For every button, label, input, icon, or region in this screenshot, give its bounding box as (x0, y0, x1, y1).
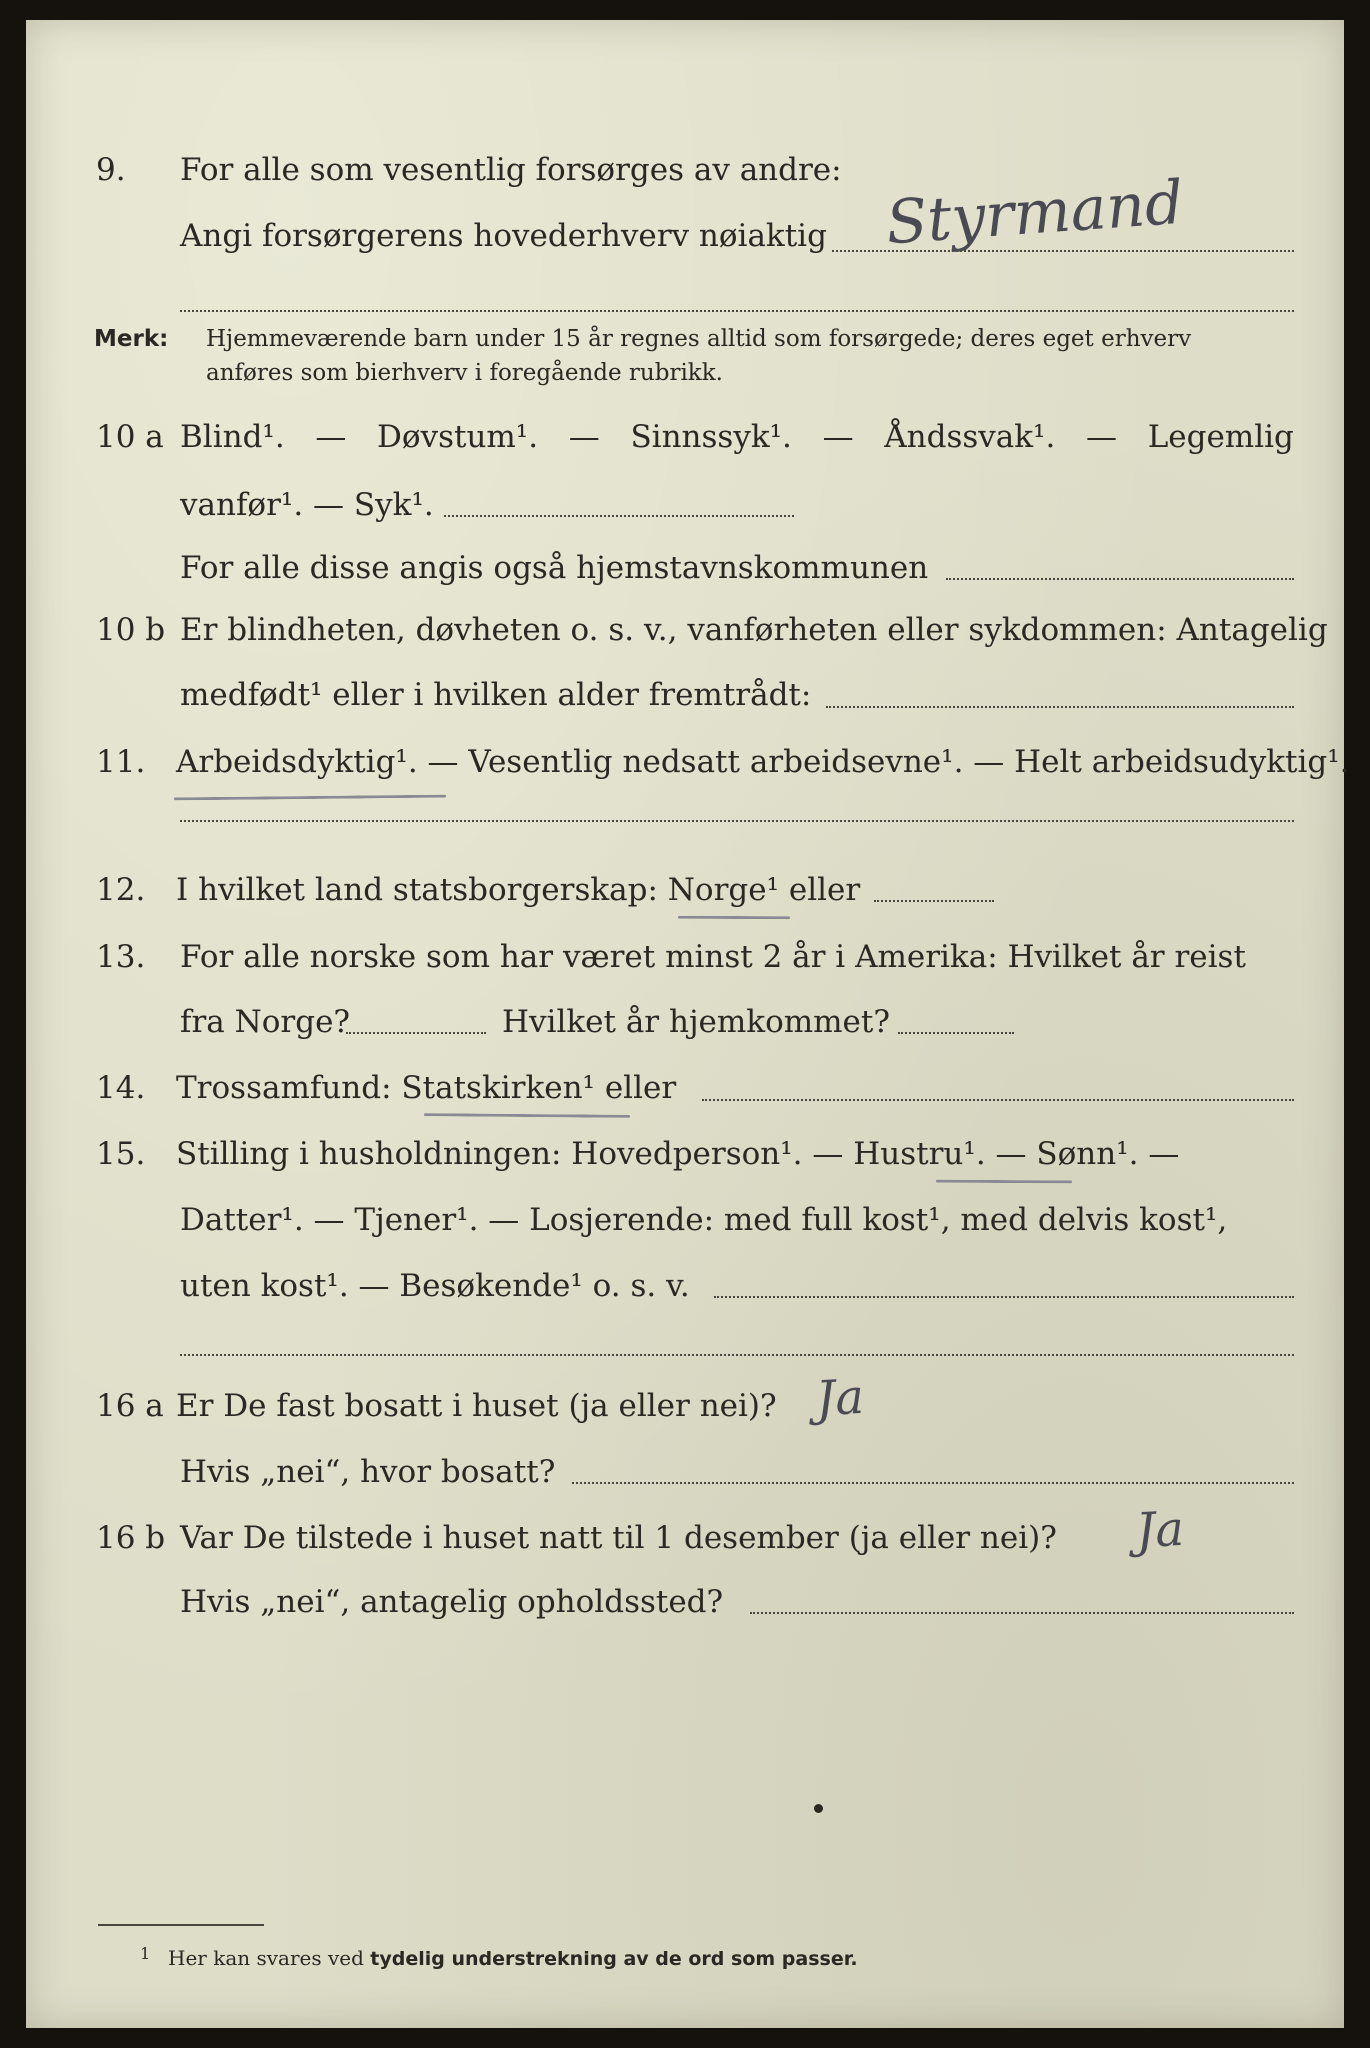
ink-dot (814, 1804, 823, 1813)
q13-line1: For alle norske som har været minst 2 år i Amerika: Hvilket år reist (180, 939, 1246, 975)
q13-line2b-dots (898, 1032, 1014, 1034)
q16b-number: 16 b (96, 1520, 166, 1556)
q16b-line1: Var De tilstede i huset natt til 1 desember (ja eller nei)? (180, 1520, 1057, 1556)
q10b-line2: medfødt¹ eller i hvilken alder fremtrådt: (180, 677, 812, 713)
q16a-line2-dots (572, 1482, 1294, 1484)
q13-number: 13. (96, 939, 146, 975)
q9-line1: For alle som vesentlig forsørges av andre: (180, 152, 842, 188)
q15-handwritten-underline (936, 1180, 1072, 1184)
q9-line2: Angi forsørgerens hovederhverv nøiaktig (180, 218, 827, 254)
q10a-item: Blind¹. (180, 419, 285, 455)
q10b-number: 10 b (96, 612, 166, 648)
q10a-item: Døvstum¹. (377, 419, 539, 455)
q10a-item: Åndssvak¹. (884, 419, 1056, 455)
merk-line1: Hjemmeværende barn under 15 år regnes alltid som forsørgede; deres eget erhverv (206, 326, 1192, 352)
q15-line3-dots (714, 1296, 1294, 1298)
q15-line3: uten kost¹. — Besøkende¹ o. s. v. (180, 1268, 690, 1304)
q10a-number: 10 a (96, 419, 164, 455)
q16b-handwritten-answer: Ja (1134, 1500, 1186, 1560)
q10a-line3: For alle disse angis også hjemstavnskommunen (180, 550, 929, 586)
q9-number: 9. (96, 152, 126, 188)
q12-line1: I hvilket land statsborgerskap: Norge¹ eller (176, 872, 861, 908)
footnote-mark: 1 (140, 1944, 151, 1963)
q9-extra-line (180, 310, 1294, 312)
q15-line1: Stilling i husholdningen: Hovedperson¹. — Hustru¹. — Sønn¹. — (176, 1136, 1180, 1172)
q11-extra-line (180, 820, 1294, 822)
q15-number: 15. (96, 1136, 146, 1172)
q11-number: 11. (96, 744, 146, 780)
q13-line2b: Hvilket år hjemkommet? (502, 1004, 890, 1040)
q14-number: 14. (96, 1070, 146, 1106)
q15-extra-line (180, 1354, 1294, 1356)
q16a-number: 16 a (96, 1388, 164, 1424)
q12-number: 12. (96, 872, 146, 908)
q13-line2a: fra Norge? (180, 1004, 351, 1040)
q10a-item: — (1086, 419, 1118, 455)
q12-line1-dots (874, 900, 994, 902)
q13-line2a-dots (346, 1032, 486, 1034)
q16a-line1: Er De fast bosatt i huset (ja eller nei)? (176, 1388, 777, 1424)
footnote-text-plain: Her kan svares ved (168, 1946, 371, 1970)
q14-line1-dots (702, 1099, 1294, 1101)
q10a-line2-dots (444, 515, 794, 517)
q10a-item: Legemlig (1147, 419, 1294, 455)
q10a-line2: vanfør¹. — Syk¹. (180, 487, 434, 523)
q11-handwritten-underline (174, 795, 446, 801)
q16a-line2: Hvis „nei“, hvor bosatt? (180, 1454, 556, 1490)
q12-handwritten-underline (678, 916, 790, 920)
q10a-item: Sinnssyk¹. (630, 419, 792, 455)
q10a-item: — (822, 419, 854, 455)
footnote-text (168, 1944, 858, 1973)
q9-handwritten-answer: Styrmand (883, 167, 1186, 259)
q11-line1: Arbeidsdyktig¹. — Vesentlig nedsatt arbeidsevne¹. — Helt arbeidsudyktig¹. (176, 744, 1350, 780)
merk-line2: anføres som bierhverv i foregående rubrikk. (206, 360, 723, 386)
q14-handwritten-underline (424, 1113, 630, 1118)
q10a-item: — (315, 419, 347, 455)
q10a-line1 (180, 417, 1294, 457)
q16b-line2: Hvis „nei“, antagelig opholdssted? (180, 1584, 724, 1620)
q16b-line2-dots (750, 1612, 1294, 1614)
q15-line2: Datter¹. — Tjener¹. — Losjerende: med full kost¹, med delvis kost¹, (180, 1202, 1228, 1238)
footnote-rule (98, 1924, 264, 1926)
q10b-line2-dots (826, 706, 1294, 708)
q10a-item: — (568, 419, 600, 455)
q10a-line3-dots (946, 578, 1294, 580)
census-form-page (26, 20, 1350, 2028)
q16a-handwritten-answer: Ja (814, 1368, 866, 1428)
q10b-line1: Er blindheten, døvheten o. s. v., vanførheten eller sykdommen: Antagelig (180, 612, 1328, 648)
merk-label: Merk: (94, 326, 169, 352)
footnote-text-bold: tydelig understrekning av de ord som passer. (370, 1948, 858, 1970)
q14-line1: Trossamfund: Statskirken¹ eller (176, 1070, 677, 1106)
